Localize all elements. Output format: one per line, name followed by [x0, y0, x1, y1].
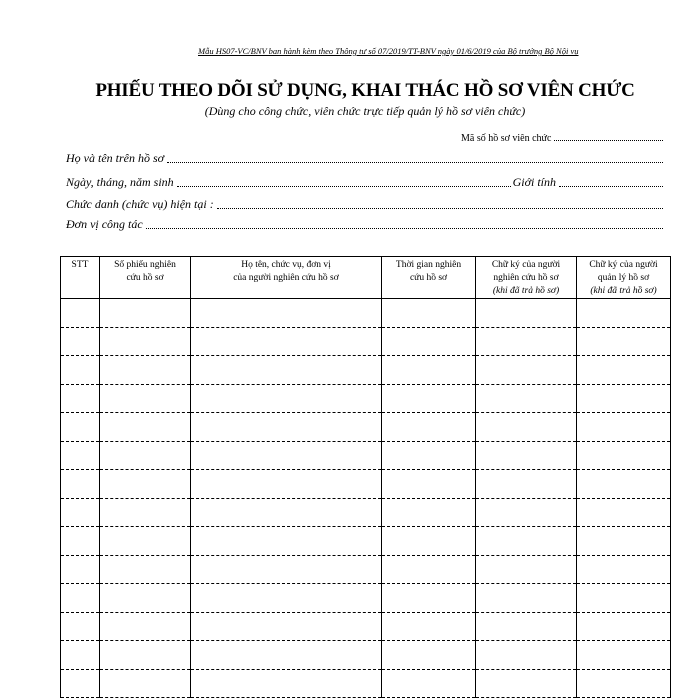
table-cell	[100, 384, 191, 413]
table-cell	[191, 527, 382, 556]
table-row	[61, 356, 671, 385]
usage-tracking-table	[60, 256, 671, 698]
table-row	[61, 498, 671, 527]
table-cell	[61, 584, 100, 613]
birth-gender-field	[66, 174, 663, 190]
table-cell	[577, 413, 671, 442]
table-cell	[577, 356, 671, 385]
table-cell	[382, 356, 476, 385]
table-cell	[382, 413, 476, 442]
full-name-label: Họ và tên trên hồ sơ	[66, 151, 165, 165]
col-header-stt: STT	[61, 257, 100, 299]
col-header-research-time: Thời gian nghiên cứu hồ sơ	[382, 257, 476, 299]
position-label: Chức danh (chức vụ) hiện tại :	[66, 197, 214, 211]
table-cell	[476, 356, 577, 385]
col-header-slip-number: Số phiếu nghiên cứu hồ sơ	[100, 257, 191, 299]
table-cell	[100, 527, 191, 556]
table-cell	[61, 327, 100, 356]
table-cell	[476, 527, 577, 556]
table-cell	[577, 641, 671, 670]
table-cell	[61, 612, 100, 641]
table-row	[61, 299, 671, 328]
table-cell	[577, 441, 671, 470]
table-cell	[61, 498, 100, 527]
table-cell	[191, 584, 382, 613]
table-cell	[191, 384, 382, 413]
table-cell	[100, 584, 191, 613]
table-cell	[382, 527, 476, 556]
table-cell	[100, 612, 191, 641]
table-cell	[382, 584, 476, 613]
table-cell	[382, 470, 476, 499]
table-cell	[61, 441, 100, 470]
full-name-dots	[167, 159, 663, 163]
record-code-dots	[554, 137, 663, 141]
table-cell	[100, 327, 191, 356]
table-cell	[577, 299, 671, 328]
table-cell	[476, 612, 577, 641]
table-cell	[191, 555, 382, 584]
table-cell	[61, 555, 100, 584]
table-row	[61, 441, 671, 470]
table-cell	[476, 641, 577, 670]
record-code-field	[461, 133, 663, 144]
unit-dots	[146, 225, 663, 229]
table-cell	[191, 669, 382, 698]
full-name-field	[66, 150, 663, 166]
position-field	[66, 196, 663, 212]
table-row	[61, 584, 671, 613]
table-row	[61, 527, 671, 556]
col-header-manager-signature: Chữ ký của người quản lý hồ sơ (khi đã trả hồ sơ)	[577, 257, 671, 299]
table-cell	[577, 527, 671, 556]
table-cell	[382, 498, 476, 527]
table-cell	[191, 498, 382, 527]
table-cell	[191, 327, 382, 356]
table-cell	[191, 441, 382, 470]
unit-label: Đơn vị công tác	[66, 217, 143, 231]
form-title: PHIẾU THEO DÕI SỬ DỤNG, KHAI THÁC HỒ SƠ VIÊN CHỨC	[95, 80, 635, 101]
table-cell	[61, 356, 100, 385]
table-cell	[382, 327, 476, 356]
table-cell	[100, 441, 191, 470]
table-cell	[577, 584, 671, 613]
table-cell	[61, 384, 100, 413]
table-cell	[61, 669, 100, 698]
table-row	[61, 669, 671, 698]
table-cell	[382, 669, 476, 698]
table-cell	[476, 669, 577, 698]
table-cell	[61, 641, 100, 670]
table-cell	[191, 413, 382, 442]
table-cell	[191, 470, 382, 499]
form-subtitle: (Dùng cho công chức, viên chức trực tiếp quản lý hồ sơ viên chức)	[204, 104, 526, 118]
gender-label: Giới tính	[512, 175, 556, 189]
table-cell	[100, 470, 191, 499]
table-cell	[577, 612, 671, 641]
table-cell	[382, 441, 476, 470]
table-cell	[382, 555, 476, 584]
table-cell	[61, 299, 100, 328]
table-cell	[382, 641, 476, 670]
table-body	[61, 299, 671, 698]
table-cell	[476, 584, 577, 613]
table-row	[61, 555, 671, 584]
table-cell	[577, 669, 671, 698]
col-header-researcher: Họ tên, chức vụ, đơn vị của người nghiên cứu hồ sơ	[191, 257, 382, 299]
table-cell	[476, 555, 577, 584]
table-cell	[577, 555, 671, 584]
table-cell	[476, 498, 577, 527]
table-cell	[577, 498, 671, 527]
table-cell	[476, 441, 577, 470]
table-cell	[191, 356, 382, 385]
table-cell	[100, 555, 191, 584]
birth-date-dots	[177, 183, 511, 187]
col-header-researcher-signature: Chữ ký của người nghiên cứu hồ sơ (khi đã trả hồ sơ)	[476, 257, 577, 299]
position-dots	[217, 205, 663, 209]
table-cell	[382, 384, 476, 413]
table-cell	[382, 612, 476, 641]
table-row	[61, 641, 671, 670]
table-cell	[61, 413, 100, 442]
table-cell	[476, 470, 577, 499]
table-cell	[577, 384, 671, 413]
table-cell	[476, 413, 577, 442]
table-row	[61, 413, 671, 442]
table-cell	[61, 470, 100, 499]
table-row	[61, 470, 671, 499]
table-cell	[476, 327, 577, 356]
table-cell	[61, 527, 100, 556]
table-cell	[100, 641, 191, 670]
table-cell	[191, 612, 382, 641]
table-cell	[100, 299, 191, 328]
gender-dots	[559, 183, 663, 187]
table-cell	[100, 498, 191, 527]
birth-date-label: Ngày, tháng, năm sinh	[66, 175, 174, 189]
table-cell	[100, 356, 191, 385]
table-header-row	[61, 257, 671, 299]
table-cell	[577, 470, 671, 499]
table-cell	[191, 299, 382, 328]
table-cell	[382, 299, 476, 328]
table-cell	[476, 384, 577, 413]
header-note: Mẫu HS07-VC/BNV ban hành kèm theo Thông tư số 07/2019/TT-BNV ngày 01/6/2019 của Bộ trưởng Bộ Nội vụ	[198, 46, 579, 56]
table-cell	[191, 641, 382, 670]
table-cell	[577, 327, 671, 356]
table-cell	[476, 299, 577, 328]
table-row	[61, 384, 671, 413]
table-cell	[100, 669, 191, 698]
unit-field	[66, 216, 663, 232]
table-row	[61, 327, 671, 356]
table-cell	[100, 413, 191, 442]
record-code-label: Mã số hồ sơ viên chức	[461, 133, 552, 144]
table-row	[61, 612, 671, 641]
